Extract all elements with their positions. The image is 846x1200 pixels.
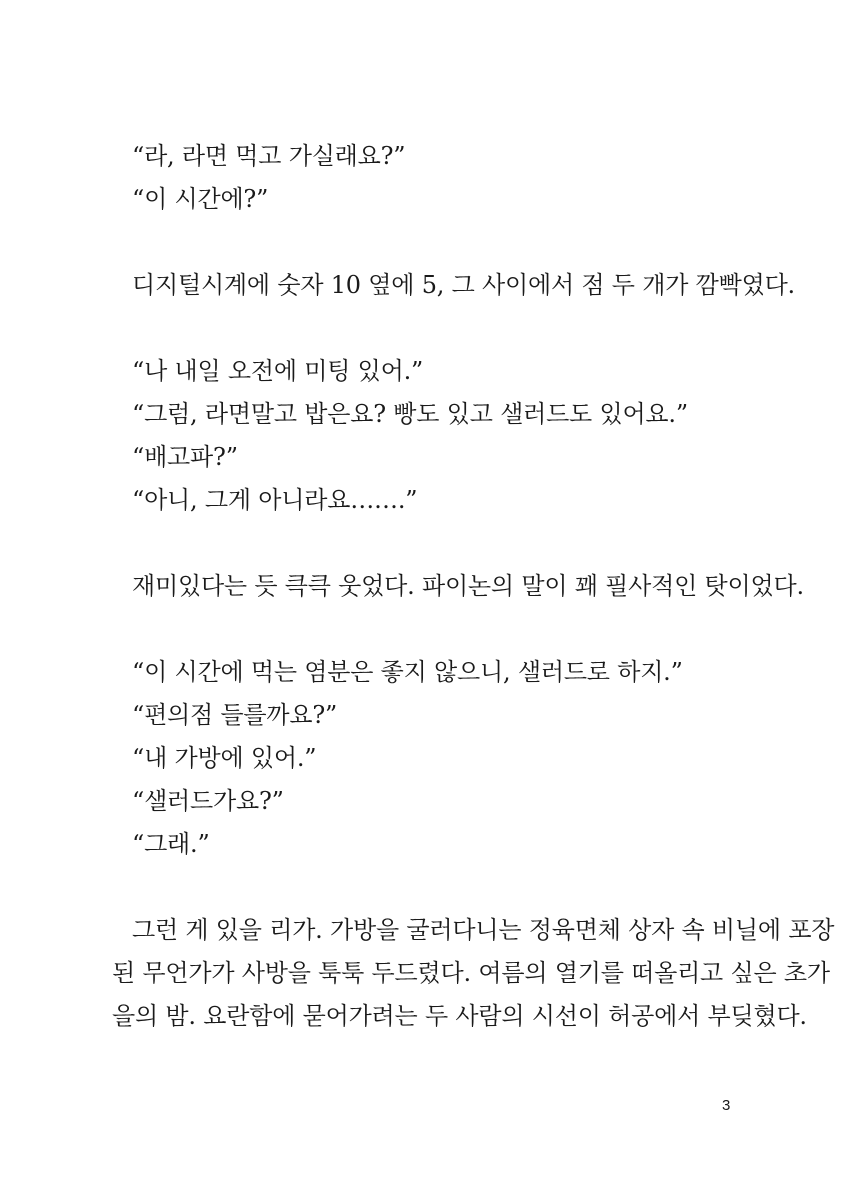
dialogue-line: “아니, 그게 아니라요…….”	[132, 486, 418, 514]
dialogue-line: “나 내일 오전에 미팅 있어.”	[132, 357, 424, 385]
narration-line: 디지털시계에 숫자 10 옆에 5, 그 사이에서 점 두 개가 깜빡였다.	[132, 271, 795, 299]
dialogue-line: “라, 라면 먹고 가실래요?”	[132, 142, 406, 170]
dialogue-line: “편의점 들를까요?”	[132, 701, 338, 729]
dialogue-line: “이 시간에 먹는 염분은 좋지 않으니, 샐러드로 하지.”	[132, 658, 683, 686]
dialogue-line: “이 시간에?”	[132, 185, 269, 213]
dialogue-line: “샐러드가요?”	[132, 787, 284, 815]
dialogue-line: “그럼, 라면말고 밥은요? 빵도 있고 샐러드도 있어요.”	[132, 400, 688, 428]
narration-line: 재미있다는 듯 큭큭 웃었다. 파이논의 말이 꽤 필사적인 탓이었다.	[132, 572, 804, 600]
paragraph-line: 그런 게 있을 리가. 가방을 굴러다니는 정육면체 상자 속 비닐에 포장	[132, 916, 835, 944]
paragraph-line: 을의 밤. 요란함에 묻어가려는 두 사람의 시선이 허공에서 부딪혔다.	[112, 1002, 807, 1030]
paragraph-line: 된 무언가가 사방을 툭툭 두드렸다. 여름의 열기를 떠올리고 싶은 초가	[112, 959, 830, 987]
dialogue-line: “내 가방에 있어.”	[132, 744, 317, 772]
dialogue-line: “배고파?”	[132, 443, 238, 471]
page-number: 3	[722, 1097, 731, 1114]
dialogue-line: “그래.”	[132, 830, 210, 858]
